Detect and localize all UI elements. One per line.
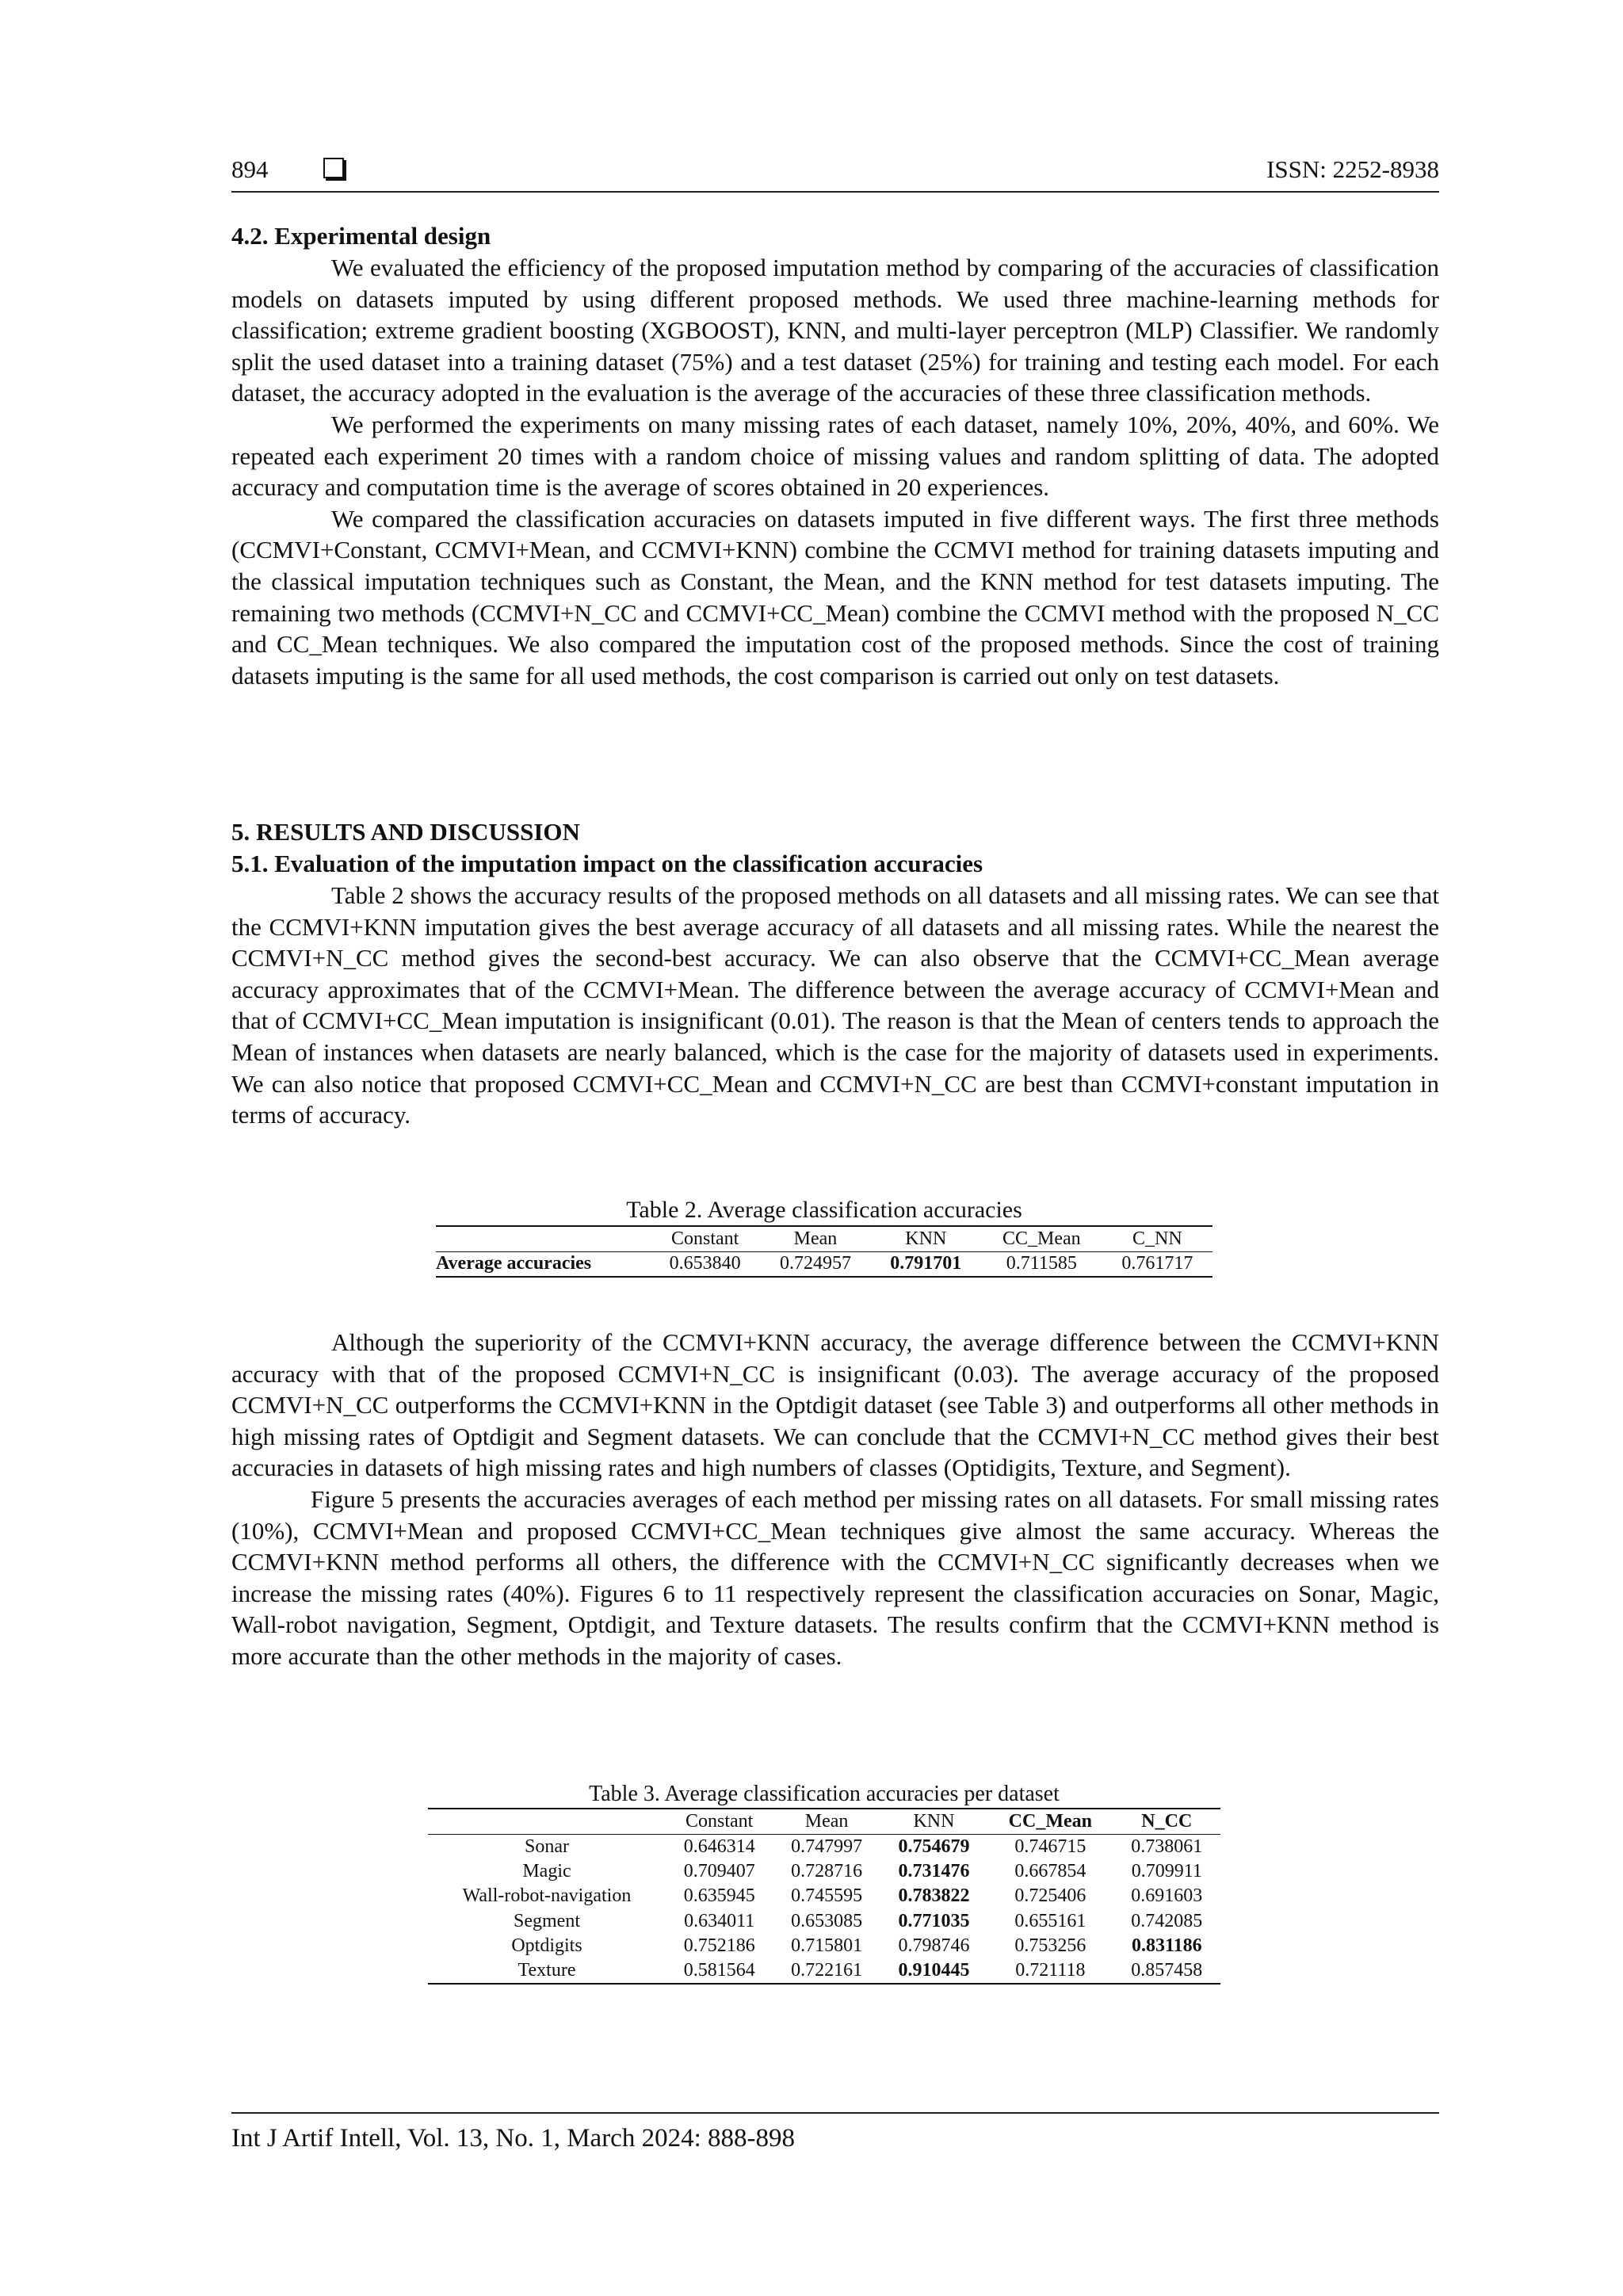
table-cell: 0.728716 [791, 1860, 863, 1881]
header-rule [231, 191, 1439, 193]
row-label: Segment [514, 1910, 580, 1931]
table-cell: 0.791701 [890, 1253, 962, 1274]
paragraph: We performed the experiments on many missing rates of each dataset, namely 10%, 20%, 40%, and 60%. We repeated each experiment 20 times with a random choice of missing values and random splitting of data. The adopted accuracy and computation time is the average of scores obtained in 20 experiences. [231, 410, 1439, 502]
table-row [428, 1934, 1220, 1959]
column-header: KNN [913, 1810, 955, 1832]
table-cell: 0.653085 [791, 1910, 863, 1931]
column-header: Constant [685, 1810, 754, 1832]
table-cell: 0.742085 [1131, 1910, 1203, 1931]
paragraph: Table 2 shows the accuracy results of the proposed methods on all datasets and all missing rates. We can see that the CCMVI+KNN imputation gives the best average accuracy of all datasets and all missing rates. While the nearest the CCMVI+N_CC method gives the second-best accuracy. We can also observe that the CCMVI+CC_Mean average accuracy approximates that of the CCMVI+Mean. The difference between the average accuracy of CCMVI+Mean and that of CCMVI+CC_Mean imputation is insignificant (0.01). The reason is that the Mean of centers tends to approach the Mean of instances when datasets are nearly balanced, which is the case for the majority of datasets used in experiments. We can also notice that proposed CCMVI+CC_Mean and CCMVI+N_CC are best than CCMVI+constant imputation in terms of accuracy. [231, 881, 1439, 1129]
row-label: Sonar [525, 1836, 569, 1857]
table-cell: 0.724957 [779, 1253, 851, 1274]
column-header: Constant [670, 1228, 739, 1249]
row-label: Optdigits [511, 1935, 582, 1957]
table-row [428, 1834, 1220, 1859]
column-header: CC_Mean [1008, 1810, 1092, 1832]
paragraph: Although the superiority of the CCMVI+KNN accuracy, the average difference between the CCMVI+KNN accuracy with that of the proposed CCMVI+N_CC is insignificant (0.03). The average accuracy of the proposed CCMVI+N_CC outperforms the CCMVI+KNN in the Optdigit dataset (see Table 3) and outperforms all other methods in high missing rates of Optdigit and Segment datasets. We can conclude that the CCMVI+N_CC method gives their best accuracies in datasets of high missing rates and high numbers of classes (Optidigits, Texture, and Segment). [231, 1328, 1439, 1482]
row-label: Texture [517, 1960, 576, 1981]
column-header: CC_Mean [1002, 1228, 1081, 1249]
table-cell: 0.738061 [1131, 1836, 1203, 1857]
table-cell: 0.910445 [898, 1960, 970, 1981]
table-cell: 0.857458 [1131, 1960, 1203, 1981]
table2 [436, 1225, 1212, 1278]
table-header-row [428, 1809, 1220, 1834]
table-cell: 0.722161 [791, 1960, 863, 1981]
table-cell: 0.635945 [683, 1885, 755, 1907]
table-cell: 0.754679 [898, 1836, 970, 1857]
table-cell: 0.709911 [1131, 1860, 1202, 1881]
table-cell: 0.752186 [683, 1935, 755, 1957]
table-row [428, 1909, 1220, 1935]
table-cell: 0.634011 [684, 1910, 755, 1931]
row-label: Wall-robot-navigation [462, 1885, 632, 1907]
table2-caption: Table 2. Average classification accuracies [626, 1197, 1022, 1223]
section-4-2-heading: 4.2. Experimental design [231, 222, 491, 250]
table-cell: 0.655161 [1014, 1910, 1086, 1931]
row-label: Average accuracies [436, 1253, 592, 1274]
table-cell: 0.753256 [1014, 1935, 1086, 1957]
issn: ISSN: 2252-8938 [1266, 155, 1439, 183]
table-cell: 0.581564 [683, 1960, 755, 1981]
table-cell: 0.725406 [1014, 1885, 1086, 1907]
row-label: Magic [522, 1860, 571, 1881]
page-number: 894 [231, 155, 269, 183]
paragraph: We compared the classification accuracies on datasets imputed in five different ways. The first three methods (CCMVI+Constant, CCMVI+Mean, and CCMVI+KNN) combine the CCMVI method for training datasets imputing and the classical imputation techniques such as Constant, the Mean, and the KNN method for test datasets imputing. The remaining two methods (CCMVI+N_CC and CCMVI+CC_Mean) combine the CCMVI method with the proposed N_CC and CC_Mean techniques. We also compared the imputation cost of the proposed methods. Since the cost of training datasets imputing is the same for all used methods, the cost comparison is carried out only on test datasets. [231, 504, 1439, 690]
table-cell: 0.798746 [898, 1935, 970, 1957]
section-5-1-body [231, 880, 1439, 1131]
table-cell: 0.747997 [791, 1836, 863, 1857]
column-header: C_NN [1132, 1228, 1182, 1249]
paragraph: Figure 5 presents the accuracies averages of each method per missing rates on all datasets. For small missing rates (10%), CCMVI+Mean and proposed CCMVI+CC_Mean techniques give almost the same accuracy. Whereas the CCMVI+KNN method performs all others, the difference with the CCMVI+N_CC significantly decreases when we increase the missing rates (40%). Figures 6 to 11 respectively represent the classification accuracies on Sonar, Magic, Wall-robot navigation, Segment, Optdigit, and Texture datasets. The results confirm that the CCMVI+KNN method is more accurate than the other methods in the majority of cases. [231, 1484, 1439, 1670]
table-cell: 0.646314 [683, 1836, 755, 1857]
paragraph: We evaluated the efficiency of the proposed imputation method by comparing of the accuracies of classification models on datasets imputed by using different proposed methods. We used three machine-learning methods for classification; extreme gradient boosting (XGBOOST), KNN, and multi-layer perceptron (MLP) Classifier. We randomly split the used dataset into a training dataset (75%) and a test dataset (25%) for training and testing each model. For each dataset, the accuracy adopted in the evaluation is the average of the accuracies of these three classification methods. [231, 254, 1439, 407]
table3 [428, 1808, 1220, 1985]
table-cell: 0.691603 [1131, 1885, 1203, 1907]
table3-caption: Table 3. Average classification accuracies per dataset [589, 1782, 1060, 1806]
table-cell: 0.709407 [683, 1860, 755, 1881]
column-header: N_CC [1141, 1810, 1193, 1832]
table-cell: 0.831186 [1131, 1935, 1202, 1957]
column-header: KNN [905, 1228, 947, 1249]
table-cell: 0.731476 [898, 1860, 970, 1881]
table-cell: 0.667854 [1014, 1860, 1086, 1881]
table-cell: 0.771035 [898, 1910, 970, 1931]
table-cell: 0.745595 [791, 1885, 863, 1907]
footer-rule [231, 2112, 1439, 2114]
square-bullet-icon [323, 158, 344, 178]
section-5-heading: 5. RESULTS AND DISCUSSION [231, 818, 580, 846]
table-header-row [436, 1226, 1212, 1251]
table-row [428, 1859, 1220, 1885]
table-cell: 0.711585 [1006, 1253, 1077, 1274]
column-header: Mean [804, 1810, 849, 1832]
table-cell: 0.761717 [1121, 1253, 1193, 1274]
section-4-2-body [231, 252, 1439, 691]
discussion-body [231, 1327, 1439, 1672]
table-row [428, 1959, 1220, 1985]
table-cell: 0.746715 [1014, 1836, 1086, 1857]
table-row [436, 1251, 1212, 1277]
table-cell: 0.783822 [898, 1885, 970, 1907]
table-cell: 0.721118 [1015, 1960, 1086, 1981]
table-row [428, 1884, 1220, 1909]
section-5-1-heading: 5.1. Evaluation of the imputation impact on the classification accuracies [231, 850, 983, 877]
footer-citation: Int J Artif Intell, Vol. 13, No. 1, March 2024: 888-898 [231, 2124, 795, 2153]
table-cell: 0.715801 [791, 1935, 863, 1957]
column-header: Mean [793, 1228, 838, 1249]
table-cell: 0.653840 [669, 1253, 741, 1274]
